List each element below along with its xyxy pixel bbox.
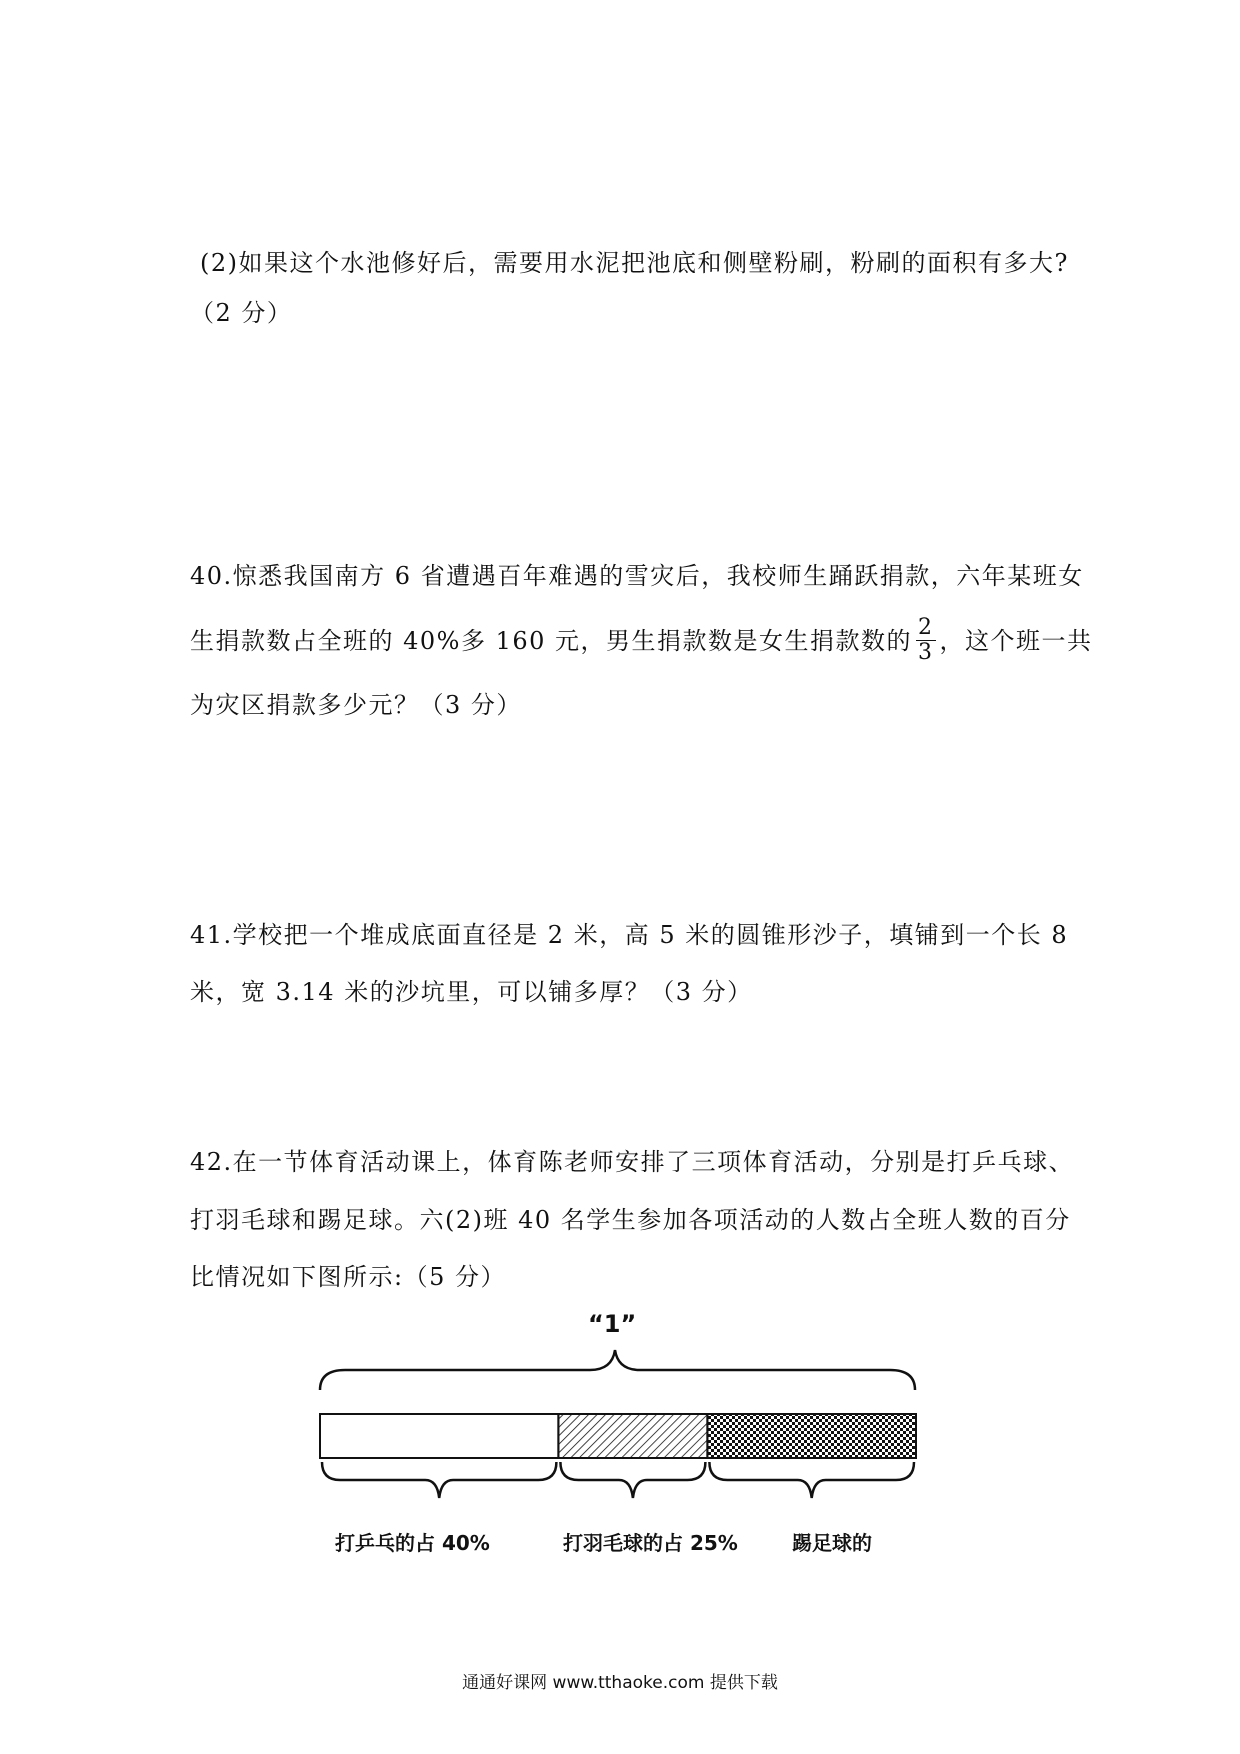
q42-line1: 42.在一节体育活动课上，体育陈老师安排了三项体育活动，分别是打乒乓球、 [190,1148,1075,1176]
top-brace [320,1350,915,1390]
q41-line2: 米，宽 3.14 米的沙坑里，可以铺多厚？（3 分） [190,978,753,1006]
q40-line3: 为灾区捐款多少元？（3 分） [190,691,522,719]
bar-segment-football [707,1414,916,1458]
fraction-denominator: 3 [918,640,934,665]
q39-part2-line1: (2)如果这个水池修好后，需要用水泥把池底和侧壁粉刷，粉刷的面积有多大? [200,249,1069,277]
bottom-brace-football [709,1462,914,1498]
segment-braces [322,1462,914,1498]
q41-line1: 41.学校把一个堆成底面直径是 2 米，高 5 米的圆锥形沙子，填铺到一个长 8 [190,921,1069,949]
q42-line2: 打羽毛球和踢足球。六(2)班 40 名学生参加各项活动的人数占全班人数的百分 [190,1206,1071,1234]
q42-line3: 比情况如下图所示:（5 分） [190,1263,506,1291]
bar-segment-pingpong [320,1414,558,1458]
bottom-brace-pingpong [322,1462,556,1498]
segment-label-badminton: 打羽毛球的占 25% [563,1531,738,1555]
page-footer: 通通好课网 www.tthaoke.com 提供下载 [462,1673,778,1693]
segment-label-football: 踢足球的 [792,1531,872,1555]
whole-unit-label: “1” [588,1310,637,1338]
bar-group [320,1414,916,1458]
q40-line2-text-b: ，这个班一共 [939,627,1093,655]
segment-label-pingpong: 打乒乓的占 40% [335,1531,490,1555]
bottom-brace-badminton [560,1462,705,1498]
fraction-numerator: 2 [918,615,934,640]
q39-part2-score: （2 分） [190,299,293,327]
q40-line2-text-a: 生捐款数占全班的 40%多 160 元，男生捐款数是女生捐款数的 [190,627,913,655]
bar-segment-badminton [558,1414,707,1458]
q40-line1: 40.惊悉我国南方 6 省遭遇百年难遇的雪灾后，我校师生踊跃捐款，六年某班女 [190,562,1084,590]
